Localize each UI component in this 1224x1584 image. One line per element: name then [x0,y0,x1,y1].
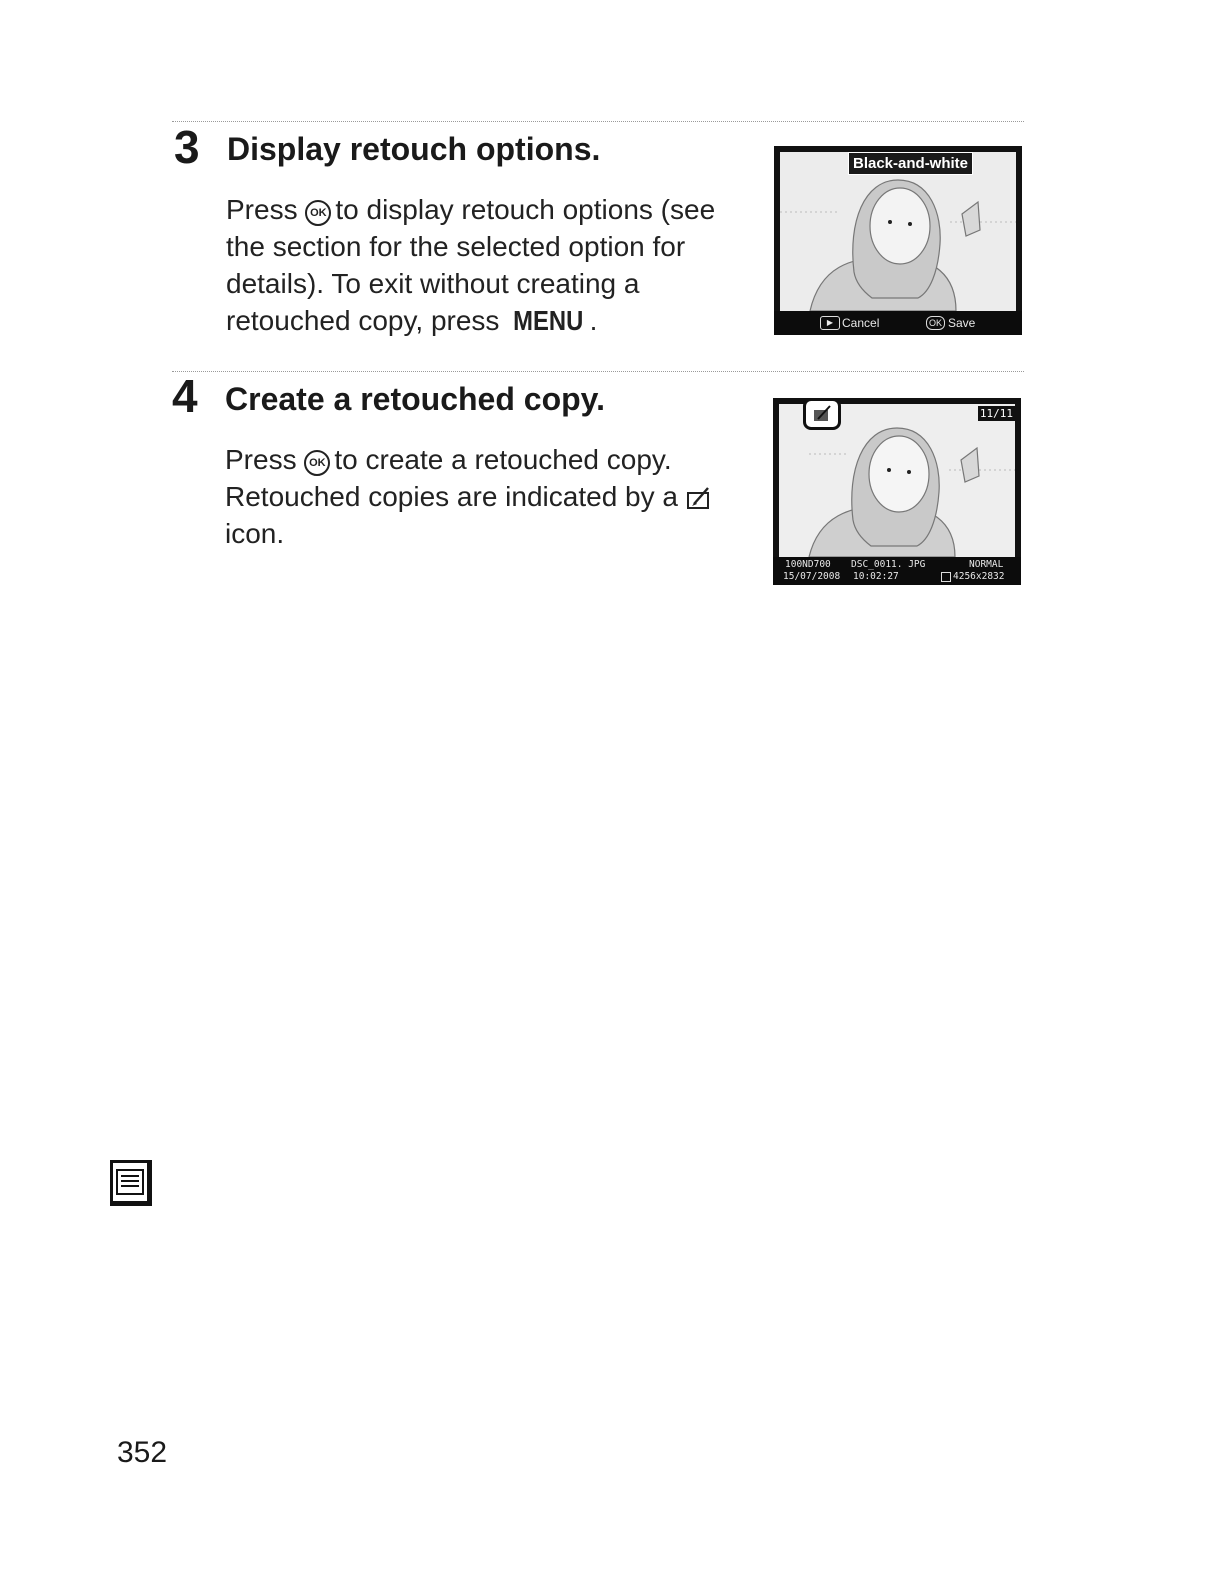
camera-monitor-screen [774,146,1022,335]
portrait-illustration [780,152,1016,311]
menu-button-icon: MENU [513,305,584,336]
step-title: Display retouch options. [227,131,601,167]
camera-playback-screen [773,398,1021,585]
body-text: icon. [225,518,285,549]
photo-preview [780,152,1016,311]
body-text: to create a retouched copy. Retouched copies are indicated by a [225,444,678,512]
save-label: Save [948,316,976,330]
file-name: DSC_0011. JPG [851,559,926,570]
body-text: Press [226,194,298,225]
ok-button-icon: OK [305,200,331,226]
body-text: to display retouch options (see the section for the selected option for details). To exit without creating a retouched copy, press [226,194,716,336]
retouch-icon [686,486,714,510]
section-divider [172,121,1024,122]
capture-date: 15/07/2008 [783,571,841,582]
photo-info-bar [773,557,1021,585]
screen-footer-bar [774,311,1022,335]
playback-button-icon: ▶ [820,316,840,330]
image-size: 4256x2832 [953,571,1005,582]
step-title: Create a retouched copy. [225,381,605,417]
folder-name: 100ND700 [785,559,831,570]
ok-key-icon: OK [926,316,945,330]
cancel-label: Cancel [842,316,880,330]
retouch-indicator-icon [803,398,841,430]
step-body [225,441,745,552]
image-quality: NORMAL [969,559,1004,570]
step-body [226,191,746,339]
retouch-option-label: Black-and-white [848,152,973,175]
retouch-menu-tab-icon [110,1160,152,1206]
page-number: 352 [117,1436,168,1469]
step-number: 3 [174,121,200,173]
body-text: Press [225,444,297,475]
capture-time: 10:02:27 [853,571,899,582]
ok-button-icon: OK [304,450,330,476]
step-number: 4 [172,370,198,422]
image-size-icon [941,572,951,582]
body-text: . [589,305,598,336]
frame-counter: 11/11 [979,407,1013,420]
section-divider [172,371,1024,372]
